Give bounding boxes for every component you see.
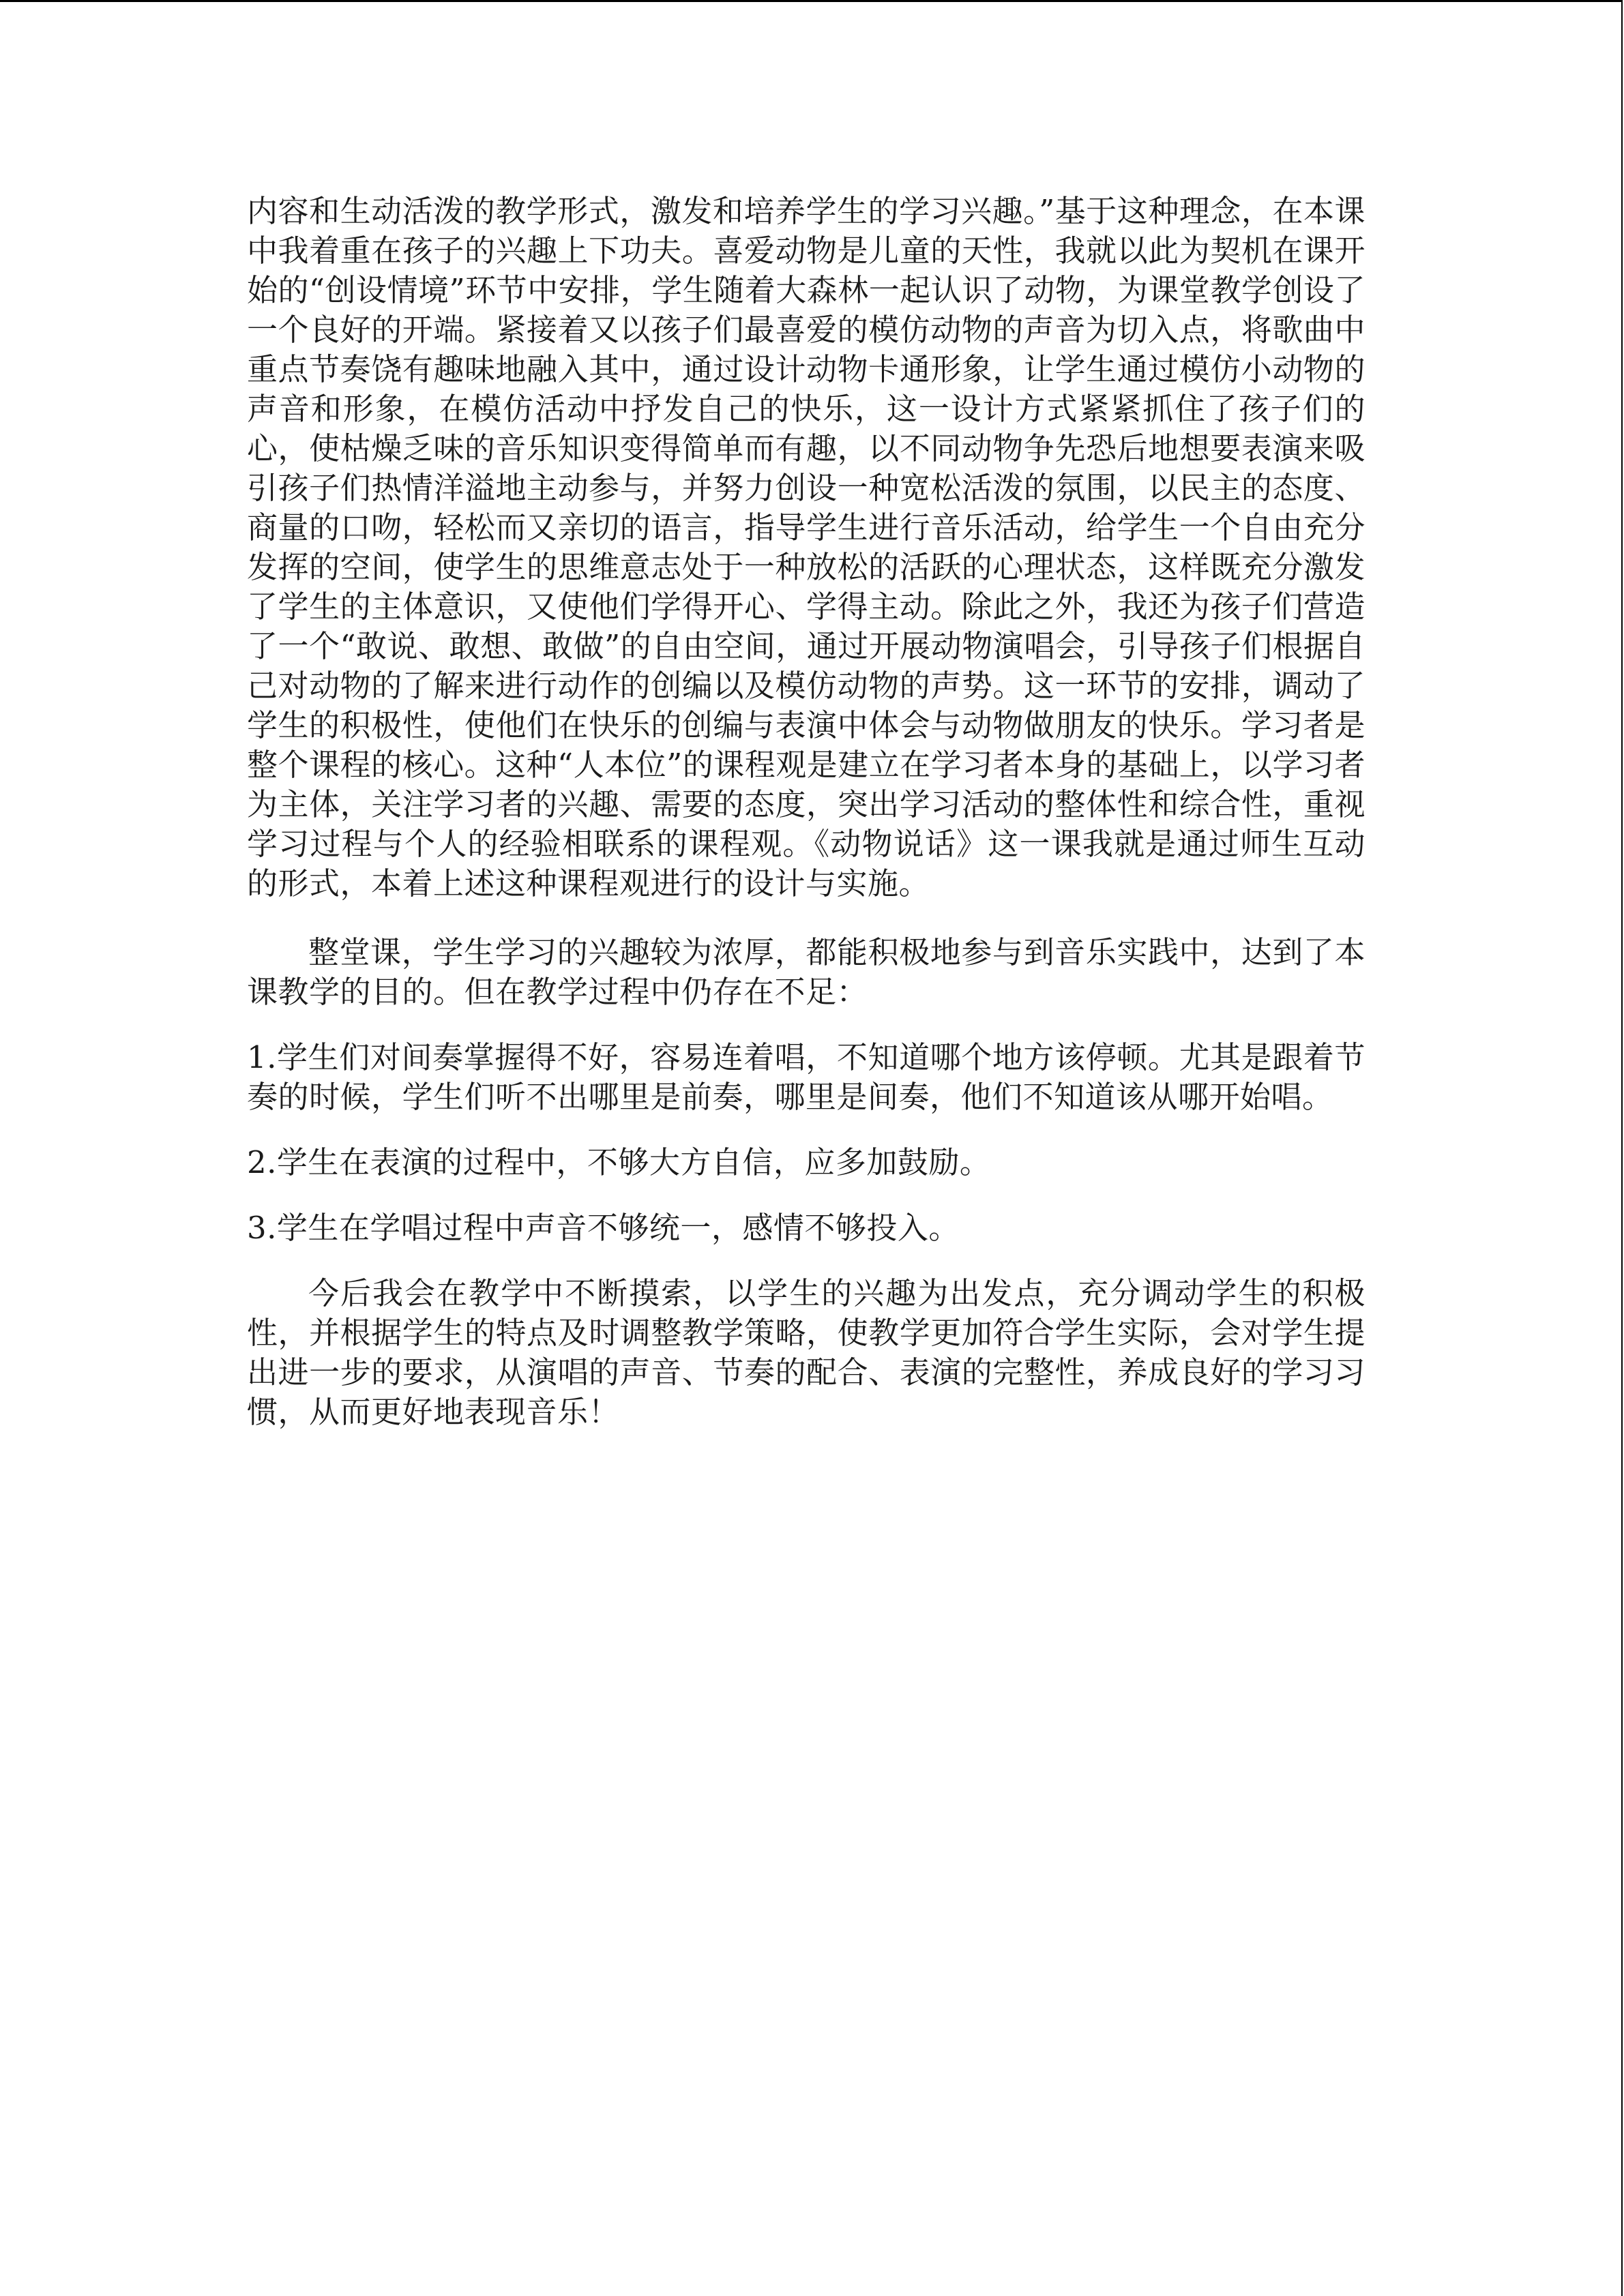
paragraph-shortcoming-2: 2.学生在表演的过程中，不够大方自信，应多加鼓励。 — [247, 1144, 991, 1180]
paragraph-future-plan: 今后我会在教学中不断摸索，以学生的兴趣为出发点，充分调动学生的积极性，并根据学生的特点及时调整教学策略，使教学更加符合学生实际，会对学生提出进一步的要求，从演唱的声音、节奏的配合、表演的完整性，养成良好的学习习惯，从而更好地表现音乐！ — [247, 1275, 1365, 1430]
paragraph-summary: 整堂课，学生学习的兴趣较为浓厚，都能积极地参与到音乐实践中，达到了本课教学的目的。但在教学过程中仍存在不足： — [247, 934, 1365, 1010]
paragraph-reflection-intro: 内容和生动活泼的教学形式，激发和培养学生的学习兴趣。”基于这种理念，在本课中我着重在孩子的兴趣上下功夫。喜爱动物是儿童的天性，我就以此为契机在课开始的“创设情境”环节中安排，学生随着大森林一起认识了动物，为课堂教学创设了一个良好的开端。紧接着又以孩子们最喜爱的模仿动物的声音为切入点，将歌曲中重点节奏饶有趣味地融入其中，通过设计动物卡通形象，让学生通过模仿小动物的声音和形象，在模仿活动中抒发自己的快乐，这一设计方式紧紧抓住了孩子们的心，使枯燥乏味的音乐知识变得简单而有趣，以不同动物争先恐后地想要表演来吸引孩子们热情洋溢地主动参与，并努力创设一种宽松活泼的氛围，以民主的态度、商量的口吻，轻松而又亲切的语言，指导学生进行音乐活动，给学生一个自由充分发挥的空间，使学生的思维意志处于一种放松的活跃的心理状态，这样既充分激发了学生的主体意识，又使他们学得开心、学得主动。除此之外，我还为孩子们营造了一个“敢说、敢想、敢做”的自由空间，通过开展动物演唱会，引导孩子们根据自己对动物的了解来进行动作的创编以及模仿动物的声势。这一环节的安排，调动了学生的积极性，使他们在快乐的创编与表演中体会与动物做朋友的快乐。学习者是整个课程的核心。这种“人本位”的课程观是建立在学习者本身的基础上，以学习者为主体，关注学习者的兴趣、需要的态度，突出学习活动的整体性和综合性，重视学习过程与个人的经验相联系的课程观。《动物说话》这一课我就是通过师生互动的形式，本着上述这种课程观进行的设计与实施。 — [247, 193, 1365, 901]
paragraph-shortcoming-1: 1.学生们对间奏掌握得不好，容易连着唱，不知道哪个地方该停顿。尤其是跟着节奏的时候，学生们听不出哪里是前奏，哪里是间奏，他们不知道该从哪开始唱。 — [247, 1039, 1365, 1115]
document-body — [247, 192, 1365, 1461]
paragraph-shortcoming-3: 3.学生在学唱过程中声音不够统一，感情不够投入。 — [247, 1210, 960, 1246]
